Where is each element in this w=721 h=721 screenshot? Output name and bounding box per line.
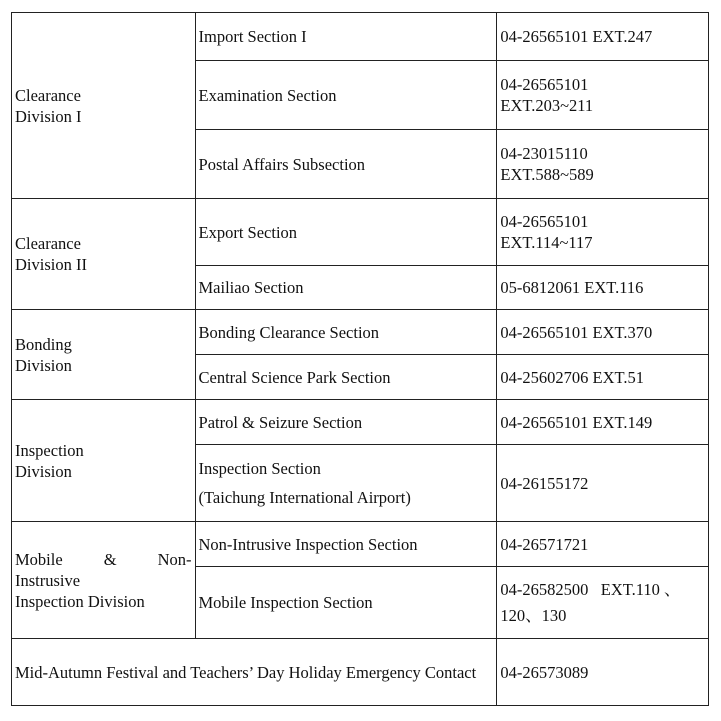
division-cell: Clearance Division II <box>12 199 196 310</box>
phone-cell: 05-6812061 EXT.116 <box>497 266 709 310</box>
phone-cell: 04-26155172 <box>497 445 709 522</box>
section-cell: Postal Affairs Subsection <box>195 130 497 199</box>
division-rest: Instrusive Inspection Division <box>15 570 145 611</box>
phone-line: 04-26582500 EXT.110 、 <box>500 579 681 599</box>
table-row <box>12 400 709 445</box>
division-word: & <box>103 549 117 569</box>
phone-ext-line: EXT.203~211 <box>500 96 594 115</box>
holiday-phone: 04-26573089 <box>497 639 709 706</box>
phone-ext-line: EXT.588~589 <box>500 165 594 184</box>
holiday-row <box>12 639 709 706</box>
section-cell: Central Science Park Section <box>195 355 497 400</box>
phone-cell <box>497 567 709 639</box>
section-cell: Mailiao Section <box>195 266 497 310</box>
table-row <box>12 199 709 266</box>
phone-cell: 04-26565101 EXT.370 <box>497 310 709 355</box>
holiday-label: Mid-Autumn Festival and Teachers’ Day Holiday Emergency Contact <box>12 639 497 706</box>
phone-line: 04-23015110 <box>500 144 588 163</box>
contact-table <box>11 12 709 706</box>
phone-line: 04-26565101 <box>500 75 589 94</box>
phone-cell: 04-26565101 EXT.149 <box>497 400 709 445</box>
phone-cell: 04-26565101 EXT.247 <box>497 13 709 61</box>
phone-cell: 04-26571721 <box>497 522 709 567</box>
section-cell: Non-Intrusive Inspection Section <box>195 522 497 567</box>
phone-cell <box>497 130 709 199</box>
division-cell: Clearance Division I <box>12 13 196 199</box>
phone-cell: 04-25602706 EXT.51 <box>497 355 709 400</box>
section-line: Inspection Section <box>198 459 321 478</box>
division-word: Non- <box>157 549 192 569</box>
division-cell <box>12 522 196 639</box>
phone-ext-line: 120、130 <box>500 605 567 625</box>
section-cell: Examination Section <box>195 61 497 130</box>
phone-ext-line: EXT.114~117 <box>500 233 593 252</box>
division-cell: Bonding Division <box>12 310 196 400</box>
phone-cell <box>497 61 709 130</box>
division-cell: Inspection Division <box>12 400 196 522</box>
table-row <box>12 13 709 61</box>
table-row <box>12 310 709 355</box>
division-first-line <box>15 549 192 570</box>
phone-cell <box>497 199 709 266</box>
section-cell: Patrol & Seizure Section <box>195 400 497 445</box>
section-cell: Bonding Clearance Section <box>195 310 497 355</box>
section-cell: Export Section <box>195 199 497 266</box>
table-row <box>12 522 709 567</box>
section-cell: Mobile Inspection Section <box>195 567 497 639</box>
section-cell: Import Section I <box>195 13 497 61</box>
section-cell <box>195 445 497 522</box>
section-subline: (Taichung International Airport) <box>198 488 411 507</box>
division-word: Mobile <box>15 549 63 569</box>
phone-line: 04-26565101 <box>500 212 589 231</box>
